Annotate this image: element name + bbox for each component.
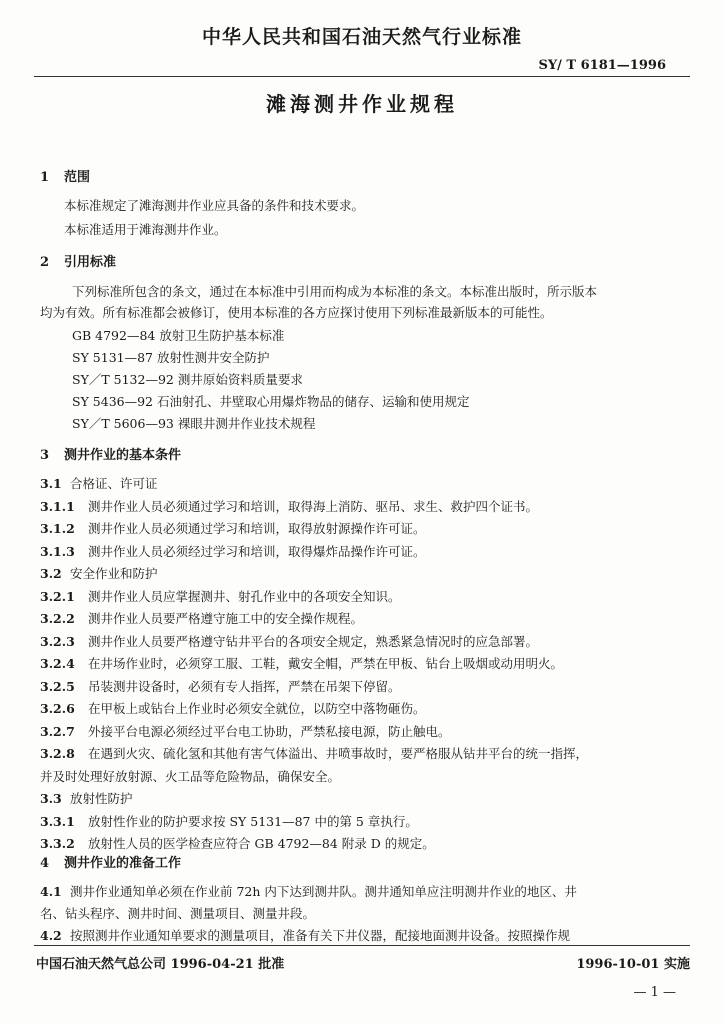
clause-text: 放射性作业的防护要求按 SY 5131—87 中的第 5 章执行。 [88,813,418,829]
issuer-approval: 中国石油天然气总公司 1996-04-21 批准 [36,957,285,972]
clause-text: 测井作业人员必须通过学习和培训，取得海上消防、驱吊、求生、救护四个证书。 [88,498,539,514]
clause-number: 3.1.1 [40,498,75,514]
clause-line [40,611,363,627]
effective-date: 1996-10-01 实施 [576,957,690,972]
clause-line [40,814,418,830]
clause-text: 合格证、许可证 [70,476,158,491]
reference-item: SY 5436—92 石油射孔、井壁取心用爆炸物品的储存、运输和使用规定 [72,394,470,409]
clause-text: 放射性防护 [70,791,133,806]
clause-number: 3.2.8 [40,746,75,761]
clause-text: 安全作业和防护 [70,566,158,581]
page-number: — 1 — [633,985,676,1000]
standard-code: SY/ T 6181—1996 [538,58,666,73]
footer-rule [34,945,690,946]
clause-text: 测井作业人员必须通过学习和培训，取得放射源操作许可证。 [88,521,426,536]
section-4-heading: 4 测井作业的准备工作 [40,856,182,871]
reference-item: SY 5131—87 放射性测井安全防护 [72,350,270,365]
clause-line [40,836,435,852]
clause-text: 测井作业人员必须经过学习和培训，取得爆炸品操作许可证。 [88,543,426,559]
clause-text: 并及时处理好放射源、火工品等危险物品，确保安全。 [40,768,341,784]
paragraph: 均为有效。所有标准都会被修订，使用本标准的各方应探讨使用下列标准最新版本的可能性。 [40,305,553,320]
clause-line [40,499,538,515]
clause-number: 3.2.3 [40,633,75,649]
clause-line [40,656,563,672]
clause-number: 3.1.3 [40,543,75,559]
clause-text: 测井作业人员要严格遵守钻井平台的各项安全规定，熟悉紧急情况时的应急部署。 [88,633,539,649]
clause-line [40,476,158,492]
clause-text: 测井作业人员要严格遵守施工中的安全操作规程。 [88,611,364,626]
document-title: 滩海测井作业规程 [266,92,458,116]
clause-number: 3.1.2 [40,521,75,536]
clause-line [40,521,426,537]
clause-line [40,634,538,650]
clause-text: 放射性人员的医学检查应符合 GB 4792—84 附录 D 的规定。 [88,836,435,851]
national-standard-title: 中华人民共和国石油天然气行业标准 [201,26,522,48]
clause-line [40,724,451,740]
clause-number: 3.1 [40,476,62,491]
clause-text: 在甲板上或钻台上作业时必须安全就位，以防空中落物砸伤。 [88,701,426,716]
clause-number: 3.2.5 [40,678,75,694]
clause-line [40,566,158,582]
paragraph: 本标准规定了滩海测井作业应具备的条件和技术要求。 [64,198,365,213]
clause-text: 名、钻头程序、测井时间、测量项目、测量井段。 [40,906,316,921]
clause-text: 在井场作业时，必须穿工服、工鞋，戴安全帽，严禁在甲板、钻台上吸烟或动用明火。 [88,656,564,671]
reference-item: SY／T 5132—92 测井原始资料质量要求 [72,372,303,387]
reference-item: GB 4792—84 放射卫生防护基本标准 [72,328,285,343]
clause-text: 测井作业人员应掌握测井、射孔作业中的各项安全知识。 [88,588,401,604]
clause-number: 3.3.2 [40,836,75,851]
clause-text: 外接平台电源必须经过平台电工协助，严禁私接电源，防止触电。 [88,723,451,739]
paragraph: 下列标准所包含的条文，通过在本标准中引用而构成为本标准的条文。本标准出版时，所示版本 [72,284,598,299]
clause-number: 3.2 [40,566,62,581]
reference-item: SY／T 5606—93 裸眼井测井作业技术规程 [72,416,316,431]
clause-line [40,884,577,900]
clause-line [40,701,426,717]
section-3-heading: 3 测井作业的基本条件 [40,448,182,463]
clause-number: 3.2.2 [40,611,75,626]
clause-number: 3.3.1 [40,813,75,829]
clause-line [40,791,133,807]
clause-text: 在遇到火灾、硫化氢和其他有害气体溢出、井喷事故时，要严格服从钻井平台的统一指挥， [88,746,589,761]
clause-number: 4.2 [40,928,62,943]
clause-number: 3.2.7 [40,723,75,739]
clause-number: 3.3 [40,791,62,806]
clause-line [40,906,315,922]
clause-line [40,679,401,695]
header-rule [34,76,690,77]
clause-number: 3.2.4 [40,656,75,671]
clause-number: 3.2.6 [40,701,75,716]
section-2-heading: 2 引用标准 [40,255,117,270]
clause-line [40,928,570,944]
clause-text: 按照测井作业通知单要求的测量项目，准备有关下井仪器，配接地面测井设备。按照操作规 [70,928,571,943]
clause-line [40,769,340,785]
section-1-heading: 1 范围 [40,170,91,185]
clause-line [40,544,426,560]
clause-text: 吊装测井设备时，必须有专人指挥，严禁在吊架下停留。 [88,678,401,694]
clause-line [40,589,401,605]
clause-line [40,746,588,762]
clause-number: 4.1 [40,884,62,899]
clause-text: 测井作业通知单必须在作业前 72h 内下达到测井队。测井通知单应注明测井作业的地区、井 [70,884,577,899]
clause-number: 3.2.1 [40,588,75,604]
paragraph: 本标准适用于滩海测井作业。 [64,222,227,237]
